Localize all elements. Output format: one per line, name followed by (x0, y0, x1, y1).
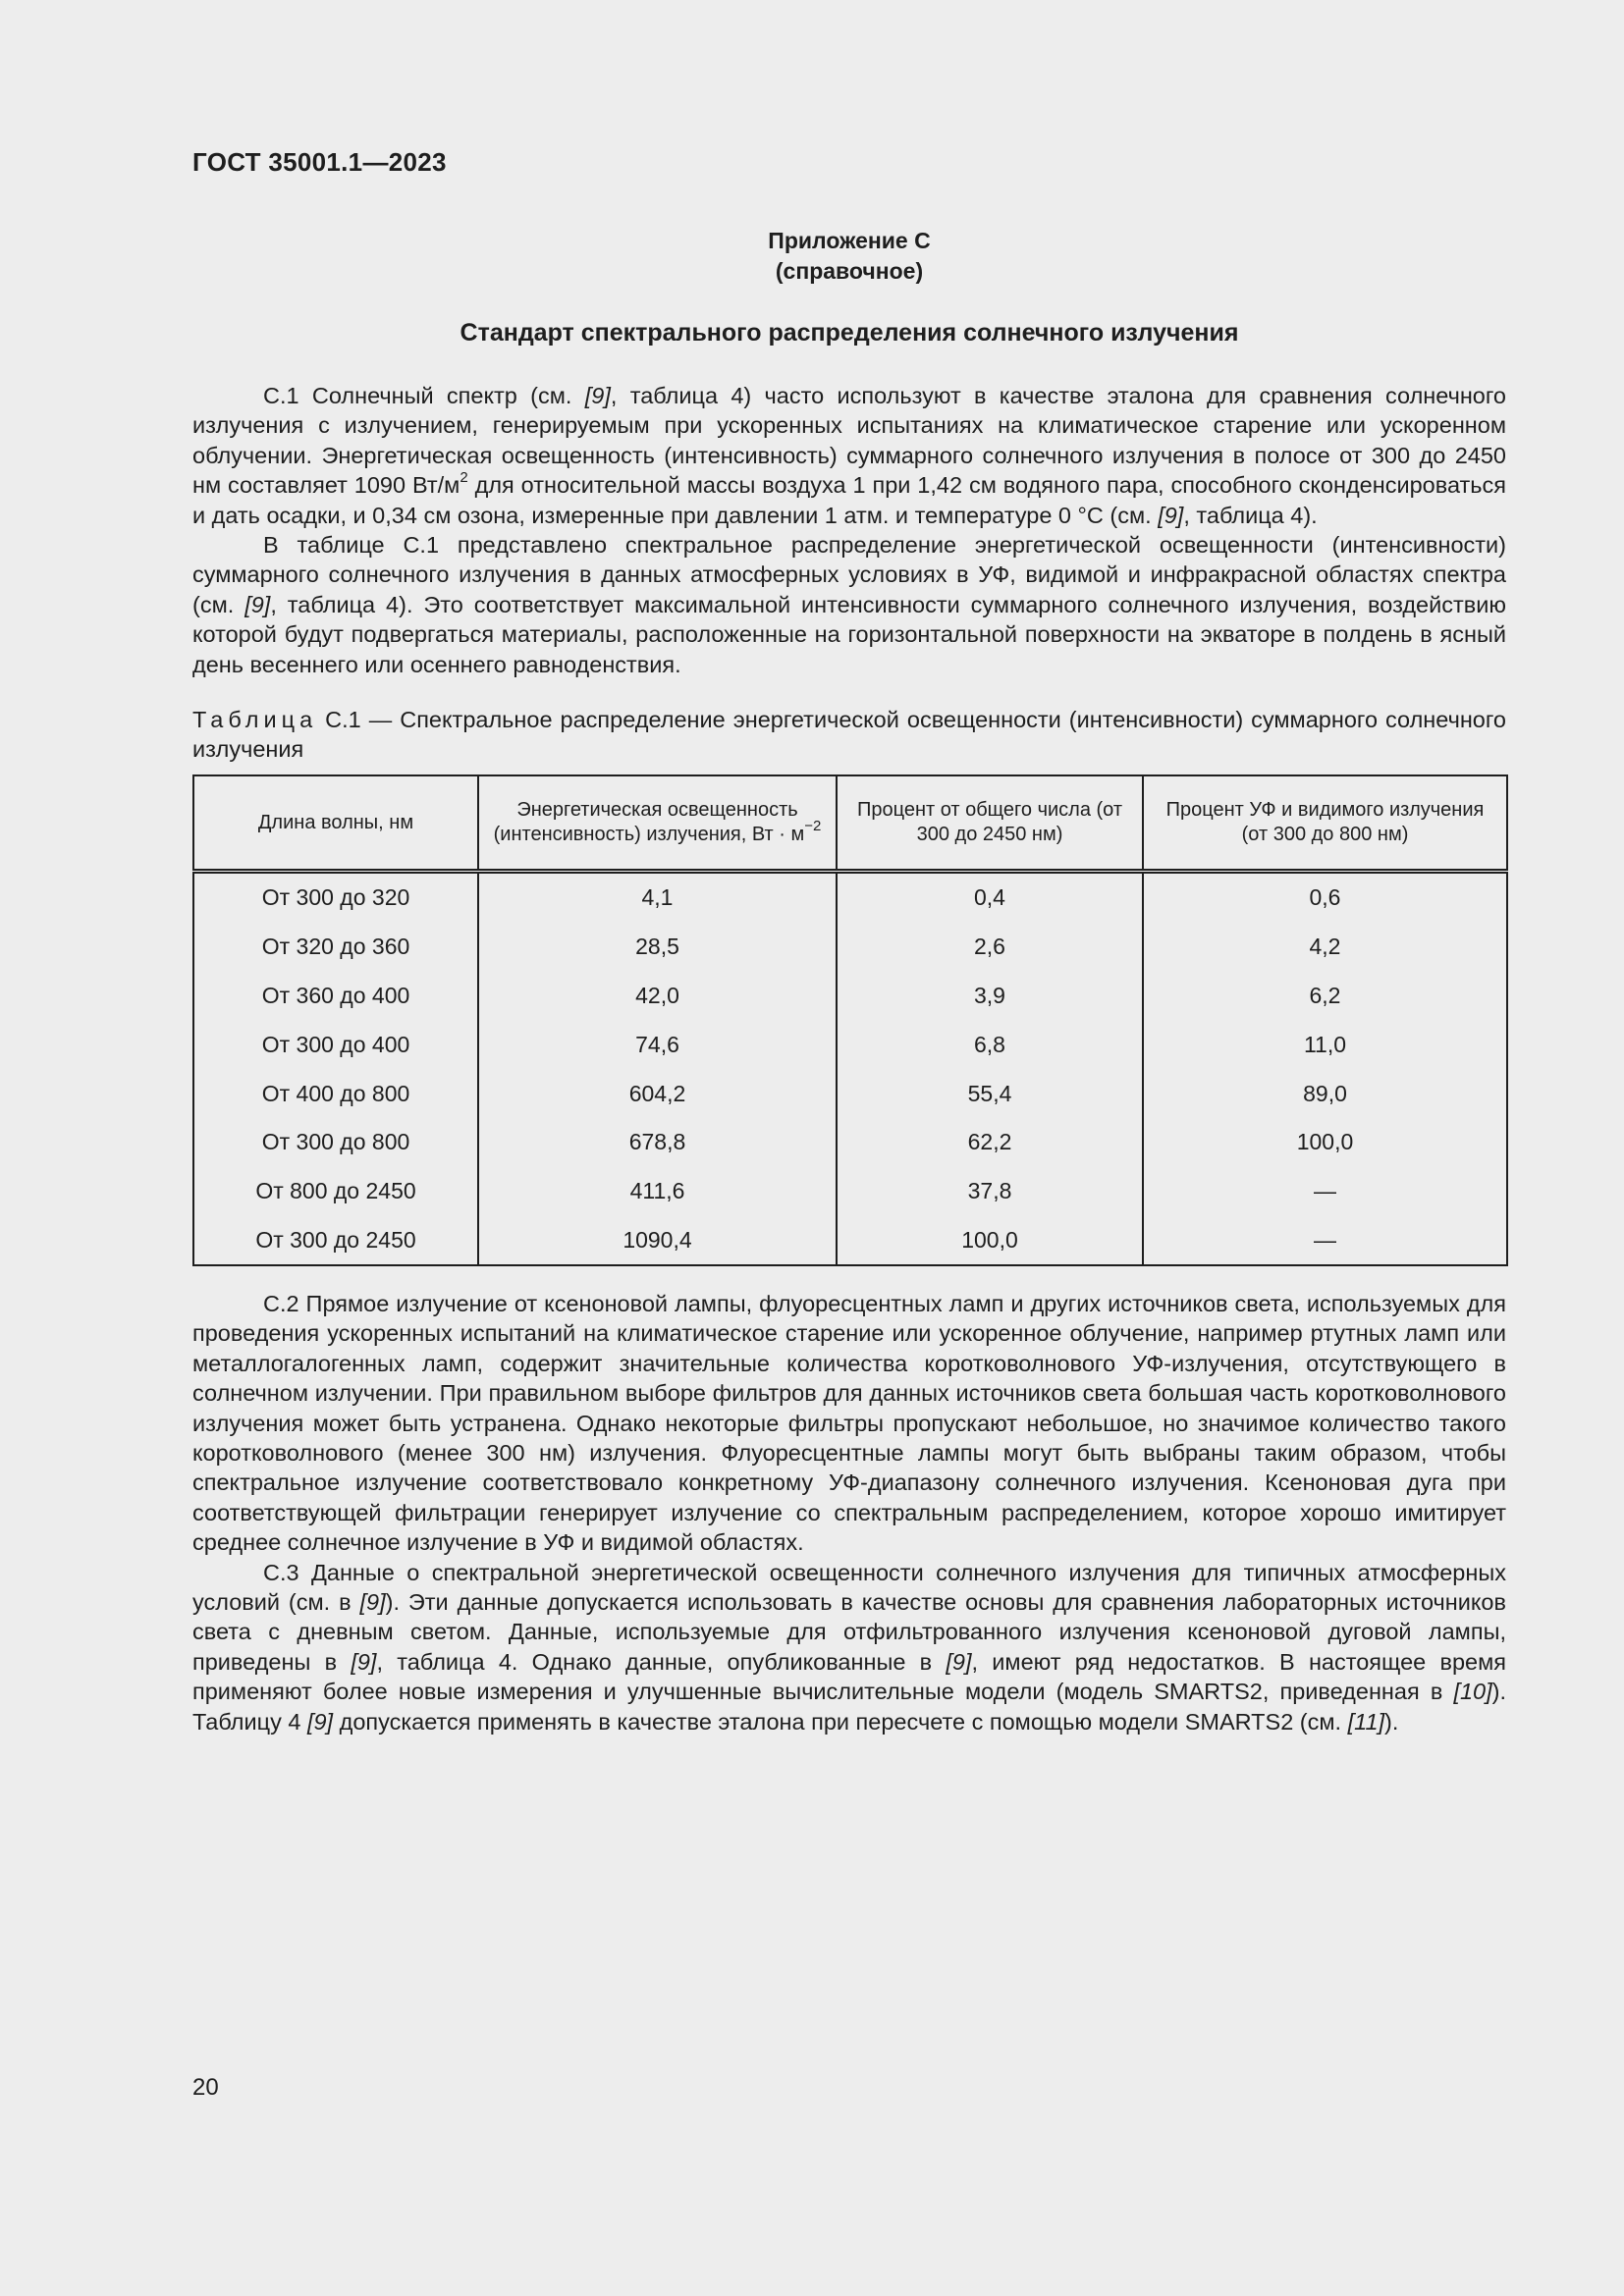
paragraph-text: , таблица 4). (1183, 502, 1318, 528)
table-caption-text: С.1 — Спектральное распределение энергетической освещенности (интенсивности) суммарного солнечного излучения (192, 707, 1506, 762)
cell-percent-uv-visible: 100,0 (1143, 1118, 1507, 1167)
reference-link[interactable]: [10] (1453, 1679, 1492, 1705)
paragraph-c2: С.2 Прямое излучение от ксеноновой лампы, флуоресцентных ламп и других источников света, используемых для проведения ускоренных испытаний на климатическое старение или ускоренное облучение, например ртутных ламп или металлогалогенных ламп, содержит значительные количества коротковолнового УФ-излучения, отсутствующего в солнечном излучении. При правильном выборе фильтров для данных источников света большая часть коротковолнового излучения может быть устранена. Однако некоторые фильтры пропускают небольшое, но значимое количество такого коротковолнового (менее 300 нм) излучения. Флуоресцентные лампы могут быть выбраны таким образом, чтобы спектральное излучение соответствовало конкретному УФ-диапазону солнечного излучения. Ксеноновая дуга при соответствующей фильтрации генерирует излучение со спектральным распределением, которое хорошо имитирует среднее солнечное излучение в УФ и видимой областях. (192, 1291, 1506, 1556)
cell-irradiance: 4,1 (478, 872, 837, 923)
paragraph-text: ). Эти данные допускается использовать в качестве основы для сравнения лабораторных источников света с дневным светом. Данные, используемые для отфильтрованного излучения ксеноновой дуговой лампы, приведены в (192, 1589, 1506, 1675)
cell-percent-uv-visible: 89,0 (1143, 1069, 1507, 1118)
cell-percent-total: 55,4 (837, 1069, 1143, 1118)
cell-percent-total: 0,4 (837, 872, 1143, 923)
paragraph-table-intro (192, 530, 1506, 679)
table-caption-label: Таблица (192, 707, 318, 732)
cell-wavelength: От 400 до 800 (193, 1069, 478, 1118)
cell-irradiance: 74,6 (478, 1020, 837, 1069)
cell-percent-total: 3,9 (837, 972, 1143, 1021)
cell-percent-total: 2,6 (837, 923, 1143, 972)
table-row (193, 1216, 1507, 1266)
cell-irradiance: 604,2 (478, 1069, 837, 1118)
section-title: Стандарт спектрального распределения солнечного излучения (460, 319, 1239, 347)
paragraph-text: С.3 Данные о спектральной энергетической освещенности солнечного излучения для типичных атмосферных условий (см. в (192, 1559, 1506, 1616)
cell-percent-uv-visible: 6,2 (1143, 972, 1507, 1021)
table-body (193, 872, 1507, 1266)
cell-irradiance: 411,6 (478, 1167, 837, 1216)
paragraph-text: , таблица 4. Однако данные, опубликованные в (376, 1648, 947, 1675)
cell-percent-uv-visible: — (1143, 1167, 1507, 1216)
paragraph-text: ). Таблицу 4 (192, 1679, 1506, 1735)
table-row (193, 872, 1507, 923)
column-header-wavelength: Длина волны, нм (193, 775, 478, 872)
cell-wavelength: От 800 до 2450 (193, 1167, 478, 1216)
cell-wavelength: От 300 до 400 (193, 1020, 478, 1069)
spectral-distribution-table (192, 774, 1508, 1266)
column-header-text: Энергетическая освещенность (интенсивность) излучения, Вт · м (493, 799, 805, 845)
superscript: 2 (460, 469, 468, 487)
paragraph-text: , таблица 4). Это соответствует максимальной интенсивности суммарного солнечного излучения, воздействию которой будут подвергаться материалы, расположенные на горизонтальной поверхности на экваторе в полдень в ясный день весеннего или осеннего равноденствия. (192, 591, 1506, 677)
cell-wavelength: От 320 до 360 (193, 923, 478, 972)
cell-percent-uv-visible: 0,6 (1143, 872, 1507, 923)
column-header-percent-total: Процент от общего числа (от 300 до 2450 нм) (837, 775, 1143, 872)
paragraph-text: С.1 Солнечный спектр (см. (263, 383, 585, 408)
table-row (193, 1167, 1507, 1216)
appendix-title: Приложение С (768, 228, 931, 253)
closing-text (192, 1289, 1506, 1736)
reference-link[interactable]: [9] (351, 1648, 377, 1675)
paragraph-c3 (192, 1558, 1506, 1736)
column-header-irradiance (478, 775, 837, 872)
cell-wavelength: От 300 до 800 (193, 1118, 478, 1167)
appendix-note: (справочное) (775, 258, 924, 284)
cell-percent-uv-visible: — (1143, 1216, 1507, 1266)
table-caption (192, 705, 1506, 764)
cell-irradiance: 1090,4 (478, 1216, 837, 1266)
cell-irradiance: 678,8 (478, 1118, 837, 1167)
document-id-header: ГОСТ 35001.1—2023 (192, 147, 447, 177)
cell-irradiance: 42,0 (478, 972, 837, 1021)
cell-percent-total: 37,8 (837, 1167, 1143, 1216)
cell-wavelength: От 360 до 400 (193, 972, 478, 1021)
reference-link[interactable]: [9] (946, 1648, 972, 1675)
page-number: 20 (192, 2074, 219, 2101)
paragraph-text: , имеют ряд недостатков. В настоящее время применяют более новые измерения и улучшенные вычислительные модели (модель SMARTS2, приведенная в (192, 1648, 1506, 1705)
cell-percent-total: 62,2 (837, 1118, 1143, 1167)
reference-link[interactable]: [9] (244, 591, 271, 617)
cell-wavelength: От 300 до 320 (193, 872, 478, 923)
paragraph-text: , таблица 4) часто используют в качестве эталона для сравнения солнечного излучения с излучением, генерируемым при ускоренных испытаниях на климатическое старение или ускоренном облучении. Энергетическая освещенность (интенсивность) суммарного солнечного излучения в полосе от 300 до 2450 нм составляет 1090 Вт/м (192, 383, 1506, 499)
paragraph-text: для относительной массы воздуха 1 при 1,42 см водяного пара, способного сконденсироваться и дать осадки, и 0,34 см озона, измеренные при давлении 1 атм. и температуре 0 °С (см. (192, 472, 1506, 528)
cell-percent-uv-visible: 11,0 (1143, 1020, 1507, 1069)
cell-percent-total: 100,0 (837, 1216, 1143, 1266)
paragraph-c1 (192, 381, 1506, 530)
table-header-row (193, 775, 1507, 872)
table-row (193, 1118, 1507, 1167)
reference-link[interactable]: [9] (584, 383, 611, 408)
reference-link[interactable]: [11] (1347, 1708, 1385, 1735)
reference-link[interactable]: [9] (306, 1708, 334, 1735)
intro-text (192, 381, 1506, 679)
table-row (193, 1020, 1507, 1069)
cell-irradiance: 28,5 (478, 923, 837, 972)
cell-wavelength: От 300 до 2450 (193, 1216, 478, 1266)
superscript: −2 (804, 818, 822, 835)
cell-percent-total: 6,8 (837, 1020, 1143, 1069)
appendix-heading (192, 226, 1506, 287)
paragraph-text: В таблице С.1 представлено спектральное распределение энергетической освещенности (интенсивности) суммарного солнечного излучения в данных атмосферных условиях в УФ, видимой и инфракрасной областях спектра (см. (192, 532, 1506, 617)
table-row (193, 1069, 1507, 1118)
reference-link[interactable]: [9] (1158, 502, 1184, 528)
cell-percent-uv-visible: 4,2 (1143, 923, 1507, 972)
table-row (193, 923, 1507, 972)
reference-link[interactable]: [9] (359, 1589, 386, 1616)
table-row (193, 972, 1507, 1021)
column-header-percent-uv-visible: Процент УФ и видимого излучения (от 300 до 800 нм) (1143, 775, 1507, 872)
paragraph-text: допускается применять в качестве эталона при пересчете с помощью модели SMARTS2 (см. (333, 1708, 1348, 1735)
paragraph-text: ). (1384, 1708, 1399, 1735)
